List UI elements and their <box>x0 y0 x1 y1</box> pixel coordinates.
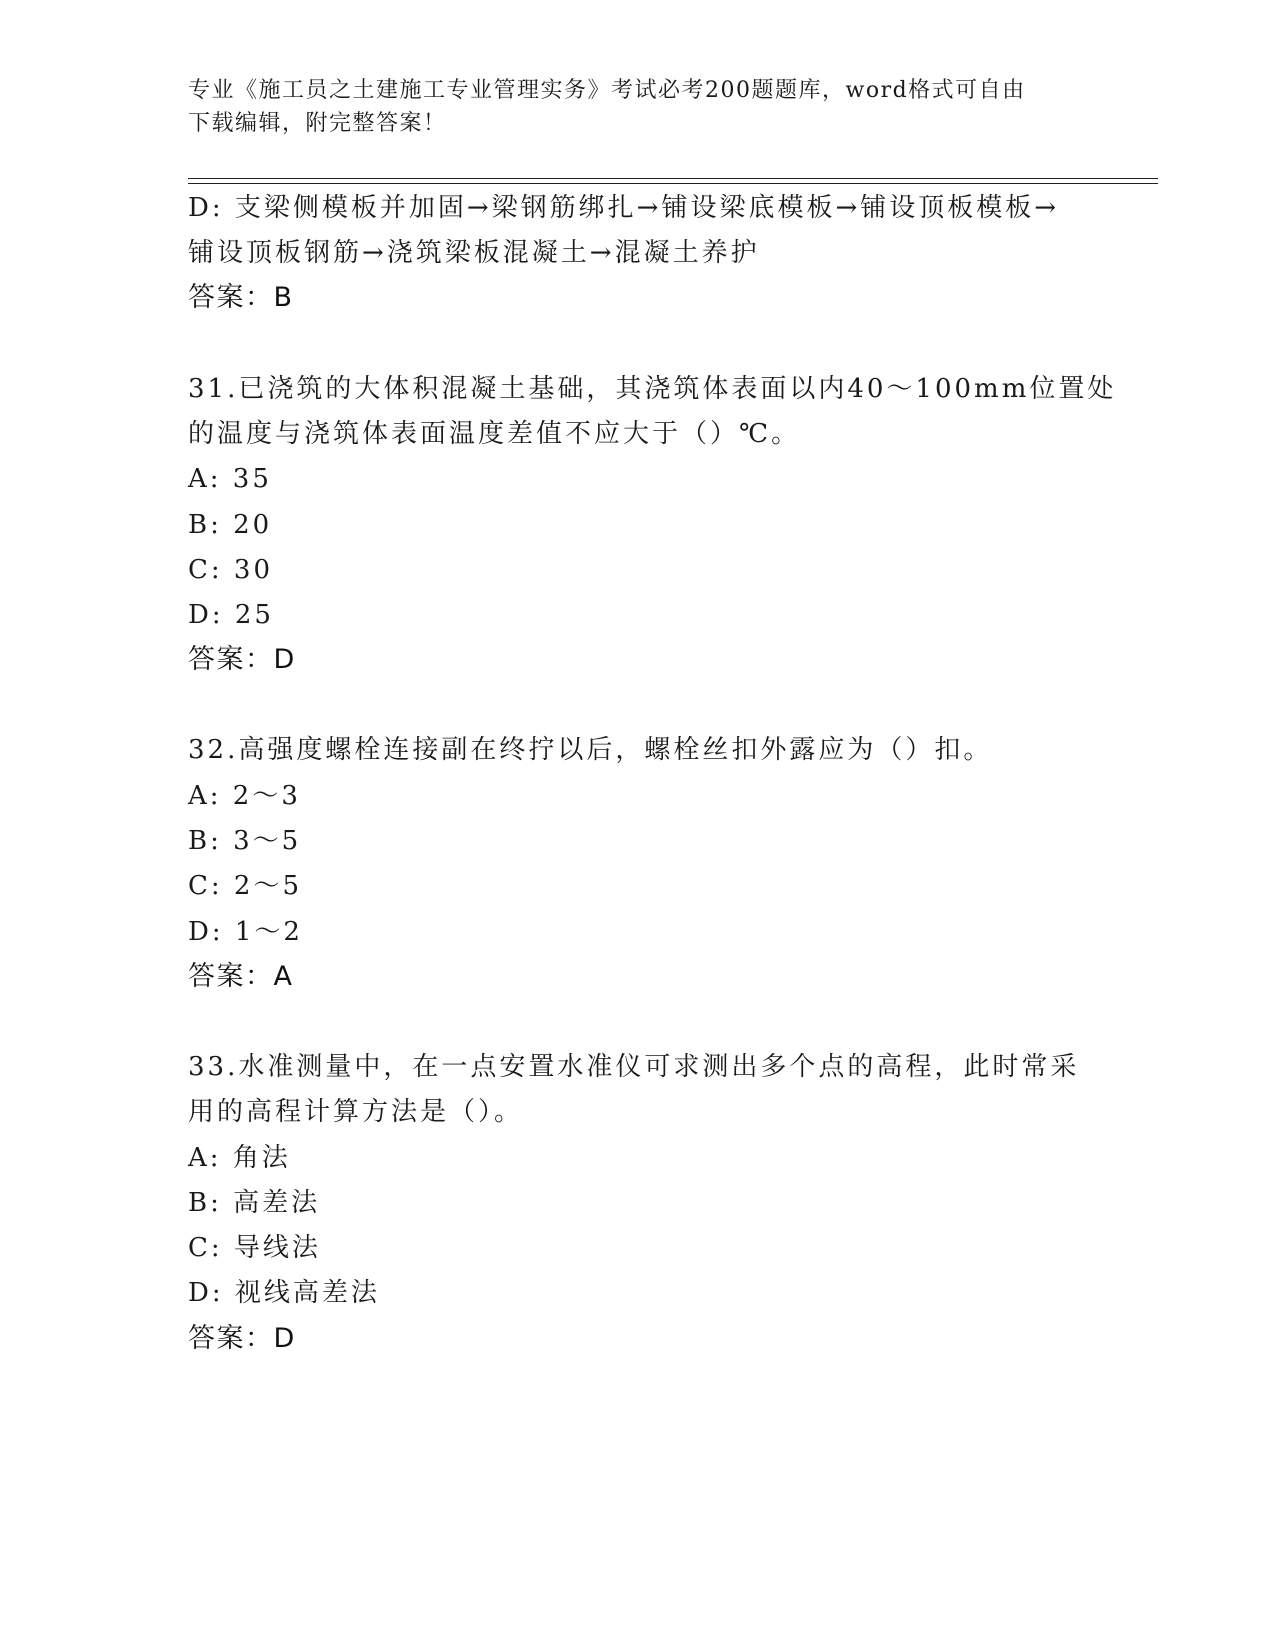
header-divider-bottom <box>188 183 1158 184</box>
q32-option-d: D: 1～2 <box>188 917 303 947</box>
q33-answer: 答案：D <box>188 1323 296 1354</box>
q31-stem-line-1: 31.已浇筑的大体积混凝土基础，其浇筑体表面以内40～100mm位置处 <box>188 374 1117 404</box>
q30-answer: 答案：B <box>188 282 294 313</box>
document-header <box>188 74 1068 140</box>
q31-stem-line-2: 的温度与浇筑体表面温度差值不应大于（）℃。 <box>188 419 801 449</box>
header-line-2: 下载编辑，附完整答案！ <box>188 111 447 136</box>
q31-option-b: B: 20 <box>188 510 273 540</box>
q33-option-b: B: 高差法 <box>188 1188 321 1218</box>
q30-option-d-line-1: D: 支梁侧模板并加固→梁钢筋绑扎→铺设梁底模板→铺设顶板模板→ <box>188 193 1060 223</box>
q33-option-d: D: 视线高差法 <box>188 1278 380 1308</box>
q32-option-c: C: 2～5 <box>188 871 303 901</box>
q32-option-b: B: 3～5 <box>188 826 302 856</box>
header-divider-top <box>188 178 1158 179</box>
q33-stem-line-2: 用的高程计算方法是（）。 <box>188 1097 524 1127</box>
q31-option-a: A: 35 <box>188 464 272 494</box>
q33-stem-line-1: 33.水准测量中，在一点安置水准仪可求测出多个点的高程，此时常采 <box>188 1052 1080 1082</box>
q32-answer: 答案：A <box>188 961 294 992</box>
q31-answer: 答案：D <box>188 644 296 675</box>
q30-option-d-line-2: 铺设顶板钢筋→浇筑梁板混凝土→混凝土养护 <box>188 238 760 268</box>
q31-option-c: C: 30 <box>188 555 274 585</box>
q31-option-d: D: 25 <box>188 600 274 630</box>
q33-option-a: A: 角法 <box>188 1143 291 1173</box>
header-line-1: 专业《施工员之土建施工专业管理实务》考试必考200题题库，word格式可自由 <box>188 78 1026 103</box>
q32-stem-line-1: 32.高强度螺栓连接副在终拧以后，螺栓丝扣外露应为（）扣。 <box>188 735 993 765</box>
q32-option-a: A: 2～3 <box>188 781 301 811</box>
q33-option-c: C: 导线法 <box>188 1233 321 1263</box>
